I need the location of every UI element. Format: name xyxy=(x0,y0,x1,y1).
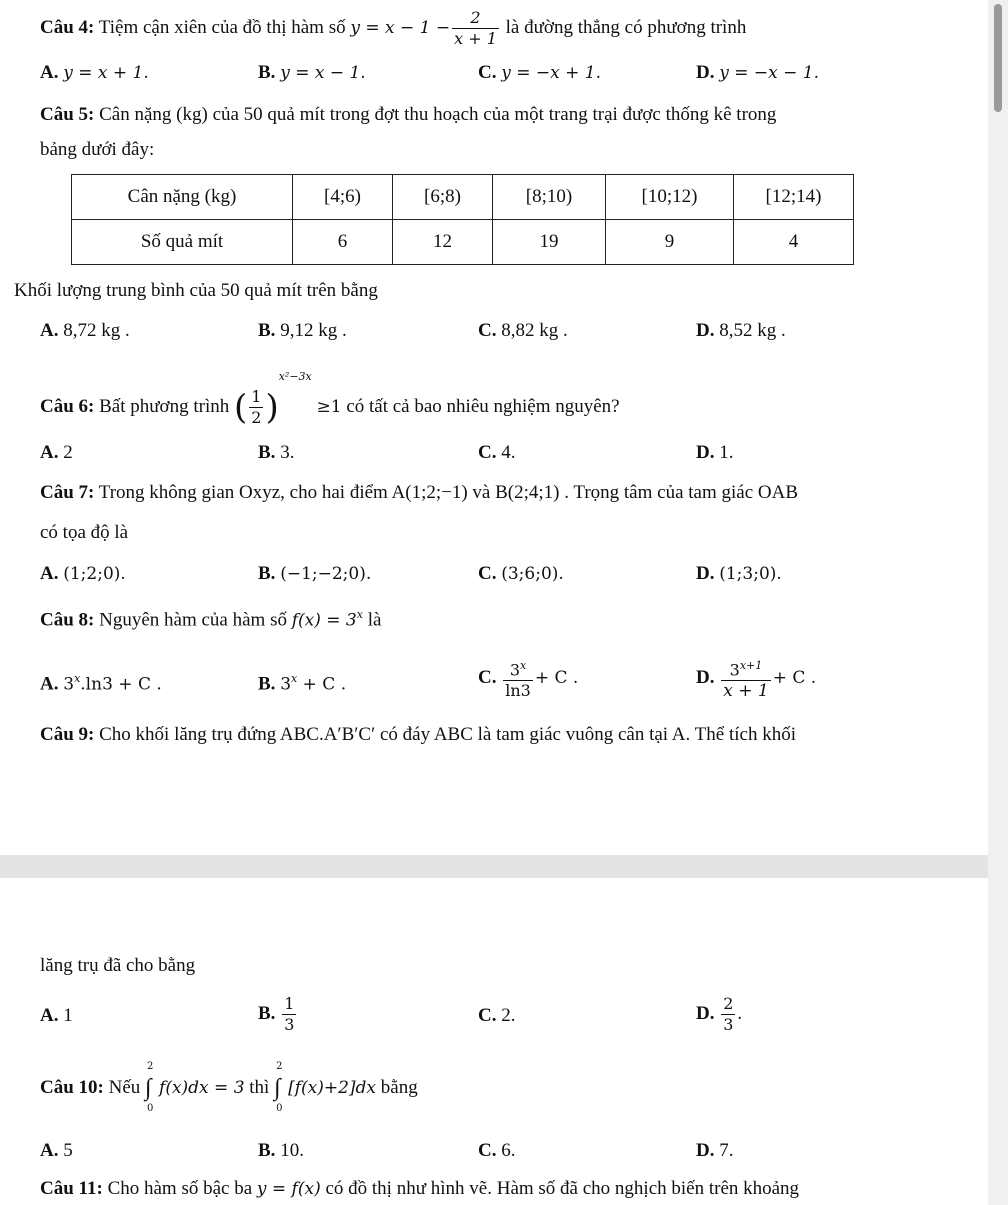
q5-option-d-text: 8,52 kg . xyxy=(719,320,786,341)
q9-option-d-num: 2 xyxy=(723,994,734,1013)
q4-label: Câu 4: xyxy=(40,16,95,38)
q4-option-d-text: y = −x − 1. xyxy=(719,63,819,83)
q10-option-d-text: 7. xyxy=(719,1140,734,1161)
q4-text1: Tiệm cận xiên của đồ thị hàm số xyxy=(98,16,346,38)
q8-option-a-base: 3 xyxy=(63,674,75,695)
table-cell: 19 xyxy=(493,220,606,265)
scrollbar-thumb[interactable] xyxy=(994,4,1002,112)
q5-option-c-text: 8,82 kg . xyxy=(501,320,568,341)
q6-option-d-text: 1. xyxy=(719,442,734,463)
q6-option-b-text: 3. xyxy=(280,442,295,463)
integral-icon: ∫ 2 0 xyxy=(145,1061,154,1114)
q10-option-a xyxy=(40,1140,73,1162)
q9-option-a-letter: A. xyxy=(40,1005,59,1026)
table-row xyxy=(72,175,854,220)
q6-option-c xyxy=(478,442,515,464)
q5-option-a-text: 8,72 kg . xyxy=(63,320,130,341)
table-cell: Số quả mít xyxy=(72,220,293,265)
q5-stem xyxy=(40,104,776,126)
q8-option-d-letter: D. xyxy=(696,667,715,689)
q4-fraction xyxy=(452,8,499,49)
q8-option-b-letter: B. xyxy=(258,673,276,695)
q5-stem-2: bảng dưới đây: xyxy=(40,139,155,160)
q6-rhs: ≥1 xyxy=(316,397,342,417)
q11-stem xyxy=(40,1178,799,1200)
q10-option-c-letter: C. xyxy=(478,1140,497,1161)
q8-option-a-rest: .ln3 + C . xyxy=(80,674,162,695)
q10-text1: Nếu xyxy=(108,1076,141,1098)
q10-option-a-text: 5 xyxy=(63,1140,73,1161)
q4-text2: là đường thẳng có phương trình xyxy=(505,16,747,38)
q9-option-b-fraction xyxy=(282,994,296,1035)
q5-option-b-text: 9,12 kg . xyxy=(280,320,347,341)
q4-frac-num: 2 xyxy=(452,8,499,29)
q5-option-c xyxy=(478,320,568,342)
q8-option-c xyxy=(478,656,578,701)
q9-option-a xyxy=(40,1005,73,1027)
q8-option-d-rest: + C . xyxy=(772,668,817,689)
q10-option-c-text: 6. xyxy=(501,1140,516,1161)
q6-option-b xyxy=(258,442,294,464)
q8-option-d-den: x + 1 xyxy=(723,681,769,702)
q7-option-b xyxy=(258,563,371,585)
q4-option-b-letter: B. xyxy=(258,62,276,83)
q8-option-c-num: 3 xyxy=(509,660,521,680)
q6-option-a-text: 2 xyxy=(63,442,73,463)
q5-option-b-letter: B. xyxy=(258,320,276,341)
q6-paren-open: ( xyxy=(234,387,248,428)
q4-stem xyxy=(40,8,746,49)
q10-stem xyxy=(40,1061,418,1114)
q6-option-a xyxy=(40,442,73,464)
q10-int2-lower: 0 xyxy=(276,1103,283,1114)
q11-label: Câu 11: xyxy=(40,1178,103,1199)
q11-text1: Cho hàm số bậc ba xyxy=(107,1178,253,1199)
q9-stem-2: lăng trụ đã cho bằng xyxy=(40,955,196,976)
q9-option-b-letter: B. xyxy=(258,1002,276,1024)
q4-option-c xyxy=(478,62,601,84)
q7-option-d xyxy=(696,563,782,585)
q6-option-c-text: 4. xyxy=(501,442,516,463)
q8-option-b-exp: x xyxy=(291,672,298,685)
q6-text1: Bất phương trình xyxy=(99,396,230,417)
q8-option-d-num-exp: x+1 xyxy=(739,659,763,672)
q7-option-c-letter: C. xyxy=(478,563,497,584)
q8-option-a-exp: x xyxy=(74,672,81,685)
q7-option-b-text: (−1;−2;0). xyxy=(280,564,372,584)
q10-int1-upper: 2 xyxy=(147,1061,154,1072)
q8-option-d xyxy=(696,656,816,701)
q7-stem xyxy=(40,482,798,504)
q6-fraction xyxy=(249,387,263,428)
q10-option-d-letter: D. xyxy=(696,1140,715,1161)
page-gap xyxy=(0,855,1008,878)
table-cell: 4 xyxy=(734,220,854,265)
q8-option-b-base: 3 xyxy=(280,674,292,695)
q6-stem xyxy=(40,370,620,428)
q7-option-d-text: (1;3;0). xyxy=(719,564,782,584)
q9-option-b xyxy=(258,994,298,1035)
q9-option-b-den: 3 xyxy=(284,1015,295,1034)
table-cell: 6 xyxy=(293,220,393,265)
q8-function: f(x) = 3 xyxy=(291,610,357,631)
q8-option-a-letter: A. xyxy=(40,673,59,695)
q8-option-b xyxy=(258,672,346,695)
q4-option-d xyxy=(696,62,819,84)
q6-option-b-letter: B. xyxy=(258,442,276,463)
q6-frac-den: 2 xyxy=(251,408,262,428)
q6-label: Câu 6: xyxy=(40,396,95,417)
q7-option-a xyxy=(40,563,126,585)
q9-option-d-fraction xyxy=(721,994,735,1035)
q5-label: Câu 5: xyxy=(40,104,95,125)
q8-option-c-fraction xyxy=(503,656,533,701)
q10-option-c xyxy=(478,1140,515,1162)
q6-paren-close: ) xyxy=(265,387,279,428)
q8-option-d-num: 3 xyxy=(729,660,740,680)
q9-option-a-text: 1 xyxy=(63,1005,73,1026)
q6-option-d-letter: D. xyxy=(696,442,715,463)
q10-option-b-text: 10. xyxy=(280,1140,304,1161)
q5-option-d xyxy=(696,320,786,342)
q8-option-b-rest: + C . xyxy=(297,674,347,695)
q4-option-b xyxy=(258,62,366,84)
table-cell: [6;8) xyxy=(393,175,493,220)
q9-label: Câu 9: xyxy=(40,724,95,745)
q4-equation: y = x − 1 − xyxy=(350,17,451,38)
q8-option-c-rest: + C . xyxy=(534,668,579,689)
scrollbar[interactable] xyxy=(988,0,1008,1205)
q4-option-a-text: y = x + 1. xyxy=(63,63,149,83)
q8-option-d-fraction xyxy=(721,656,770,701)
q9-option-d-rest: . xyxy=(737,1002,743,1024)
q7-option-b-letter: B. xyxy=(258,563,276,584)
q6-exponent: x²−3x xyxy=(278,370,312,383)
q10-int2-upper: 2 xyxy=(276,1061,283,1072)
q6-text2: có tất cả bao nhiêu nghiệm nguyên? xyxy=(346,396,620,417)
q8-option-a xyxy=(40,672,162,695)
q10-int2-body: [f(x)+2]dx xyxy=(288,1077,377,1098)
q4-option-c-letter: C. xyxy=(478,62,497,83)
q5-option-c-letter: C. xyxy=(478,320,497,341)
table-cell: 12 xyxy=(393,220,493,265)
q8-function-exp: x xyxy=(356,608,363,621)
q10-int1-lower: 0 xyxy=(147,1103,154,1114)
table-cell: Cân nặng (kg) xyxy=(72,175,293,220)
q8-option-c-den: ln3 xyxy=(505,681,531,701)
q4-option-b-text: y = x − 1. xyxy=(280,63,366,83)
q6-option-c-letter: C. xyxy=(478,442,497,463)
q4-option-d-letter: D. xyxy=(696,62,715,83)
q7-option-c-text: (3;6;0). xyxy=(501,564,564,584)
q8-text2: là xyxy=(367,609,382,631)
q7-option-c xyxy=(478,563,564,585)
table-cell: [10;12) xyxy=(606,175,734,220)
table-cell: [12;14) xyxy=(734,175,854,220)
q7-option-a-text: (1;2;0). xyxy=(63,564,126,584)
q8-stem xyxy=(40,608,381,631)
q9-option-d xyxy=(696,994,742,1035)
q10-option-a-letter: A. xyxy=(40,1140,59,1161)
q9-option-c-letter: C. xyxy=(478,1005,497,1026)
q5-table xyxy=(71,174,854,265)
q9-text1: Cho khối lăng trụ đứng ABC.A′B′C′ có đáy ABC là tam giác vuông cân tại A. Thể tích khối xyxy=(99,724,796,745)
q7-option-a-letter: A. xyxy=(40,563,59,584)
q5-option-a xyxy=(40,320,130,342)
q5-option-a-letter: A. xyxy=(40,320,59,341)
integral-icon: ∫ 2 0 xyxy=(274,1061,283,1114)
q5-question: Khối lượng trung bình của 50 quả mít trên bằng xyxy=(14,280,378,301)
q6-option-d xyxy=(696,442,733,464)
q6-option-a-letter: A. xyxy=(40,442,59,463)
q9-option-c xyxy=(478,1005,515,1027)
q5-option-b xyxy=(258,320,347,342)
q11-text2: có đồ thị như hình vẽ. Hàm số đã cho nghịch biến trên khoảng xyxy=(325,1178,800,1199)
q7-stem-2: có tọa độ là xyxy=(40,522,129,543)
q9-option-c-text: 2. xyxy=(501,1005,516,1026)
q8-option-c-num-exp: x xyxy=(520,659,527,672)
q9-option-d-letter: D. xyxy=(696,1002,715,1024)
q9-option-d-den: 3 xyxy=(723,1015,734,1034)
table-row xyxy=(72,220,854,265)
q5-option-d-letter: D. xyxy=(696,320,715,341)
q7-text1: Trong không gian Oxyz, cho hai điểm A(1;2;−1) và B(2;4;1) . Trọng tâm của tam giác OAB xyxy=(98,482,799,503)
q5-text1: Cân nặng (kg) của 50 quả mít trong đợt thu hoạch của một trang trại được thống kê trong xyxy=(99,104,777,125)
q7-option-d-letter: D. xyxy=(696,563,715,584)
q8-option-c-letter: C. xyxy=(478,667,497,689)
q11-function: y = f(x) xyxy=(256,1179,321,1199)
q8-text1: Nguyên hàm của hàm số xyxy=(99,609,287,631)
q10-text3: bằng xyxy=(380,1076,418,1098)
q10-option-d xyxy=(696,1140,733,1162)
q4-option-a-letter: A. xyxy=(40,62,59,83)
q10-option-b-letter: B. xyxy=(258,1140,276,1161)
q10-int1-body: f(x)dx = 3 xyxy=(159,1077,245,1098)
q10-option-b xyxy=(258,1140,304,1162)
q10-text2: thì xyxy=(249,1076,270,1098)
q9-stem xyxy=(40,724,796,746)
q7-label: Câu 7: xyxy=(40,482,95,503)
q4-option-c-text: y = −x + 1. xyxy=(501,63,601,83)
q4-frac-den: x + 1 xyxy=(454,29,497,48)
table-cell: [8;10) xyxy=(493,175,606,220)
q8-label: Câu 8: xyxy=(40,609,95,631)
q9-option-b-num: 1 xyxy=(284,994,295,1013)
q10-label: Câu 10: xyxy=(40,1076,104,1098)
table-cell: [4;6) xyxy=(293,175,393,220)
q4-option-a xyxy=(40,62,149,84)
q6-frac-num: 1 xyxy=(251,387,262,407)
table-cell: 9 xyxy=(606,220,734,265)
